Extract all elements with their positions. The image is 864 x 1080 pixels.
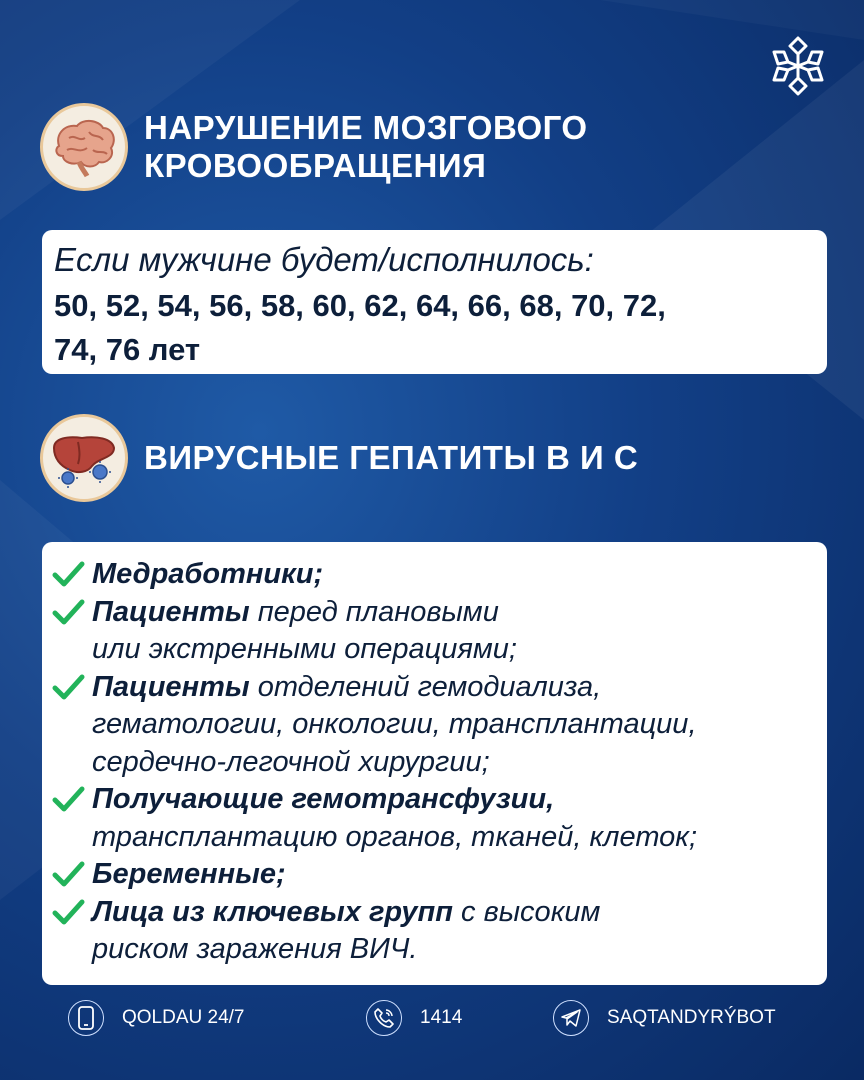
check-icon [50, 556, 86, 592]
footer-label-bot: SAQTANDYRÝBOT [607, 1007, 776, 1028]
item-line: сердечно-легочной хирургии; [92, 745, 490, 778]
item-bold: Пациенты [92, 670, 250, 703]
section-brain-title-line1: НАРУШЕНИЕ МОЗГОВОГО [144, 109, 588, 146]
item-rest: с высоким [452, 895, 601, 928]
footer-item-bot[interactable] [553, 1000, 776, 1036]
item-bold: Беременные; [92, 858, 286, 890]
section-brain-header [40, 103, 588, 191]
footer-label-qoldau: QOLDAU 24/7 [122, 1007, 245, 1028]
list-item [50, 856, 827, 894]
age-card-intro: Если мужчине будет/исполнилось: [54, 241, 594, 278]
footer-item-qoldau[interactable] [68, 1000, 245, 1036]
liver-virus-icon [48, 428, 120, 488]
age-list-line1: 50, 52, 54, 56, 58, 60, 62, 64, 66, 68, 70, 72, [54, 288, 666, 323]
item-bold: Получающие гемотрансфузии, [92, 783, 555, 815]
check-icon [50, 594, 86, 630]
call-icon [366, 1000, 402, 1036]
age-list-line2: 74, 76 лет [54, 332, 201, 367]
item-rest: перед плановыми [249, 595, 499, 628]
item-line: трансплантацию органов, тканей, клеток; [92, 820, 698, 853]
check-icon [50, 856, 86, 892]
item-bold: Медработники; [92, 558, 324, 590]
brain-icon [49, 116, 119, 178]
footer-contacts [0, 998, 864, 1042]
phone-icon [68, 1000, 104, 1036]
section-hepatitis-header [40, 414, 638, 502]
list-item [50, 594, 827, 669]
risk-groups-card [42, 542, 827, 985]
liver-badge [40, 414, 128, 502]
item-line: гематологии, онкологии, трансплантации, [92, 708, 697, 740]
check-icon [50, 894, 86, 930]
item-bold: Лица из ключевых групп [92, 895, 453, 928]
footer-item-1414[interactable] [366, 1000, 462, 1036]
section-hepatitis-title: ВИРУСНЫЕ ГЕПАТИТЫ В И С [144, 439, 639, 476]
item-rest: отделений гемодиализа, [249, 670, 602, 703]
check-icon [50, 781, 86, 817]
age-card [42, 230, 827, 374]
brain-badge [40, 103, 128, 191]
check-icon [50, 669, 86, 705]
section-brain-title [144, 109, 588, 185]
list-item [50, 781, 827, 856]
footer-label-1414: 1414 [420, 1007, 463, 1028]
snowflake-logo-icon [766, 34, 830, 98]
section-brain-title-line2: КРОВООБРАЩЕНИЯ [144, 147, 487, 184]
item-line: риском заражения ВИЧ. [92, 933, 418, 965]
list-item [50, 669, 827, 782]
list-item [50, 556, 827, 594]
item-bold: Пациенты [92, 595, 250, 628]
telegram-icon [553, 1000, 589, 1036]
list-item [50, 894, 827, 969]
item-line: или экстренными операциями; [92, 633, 517, 665]
